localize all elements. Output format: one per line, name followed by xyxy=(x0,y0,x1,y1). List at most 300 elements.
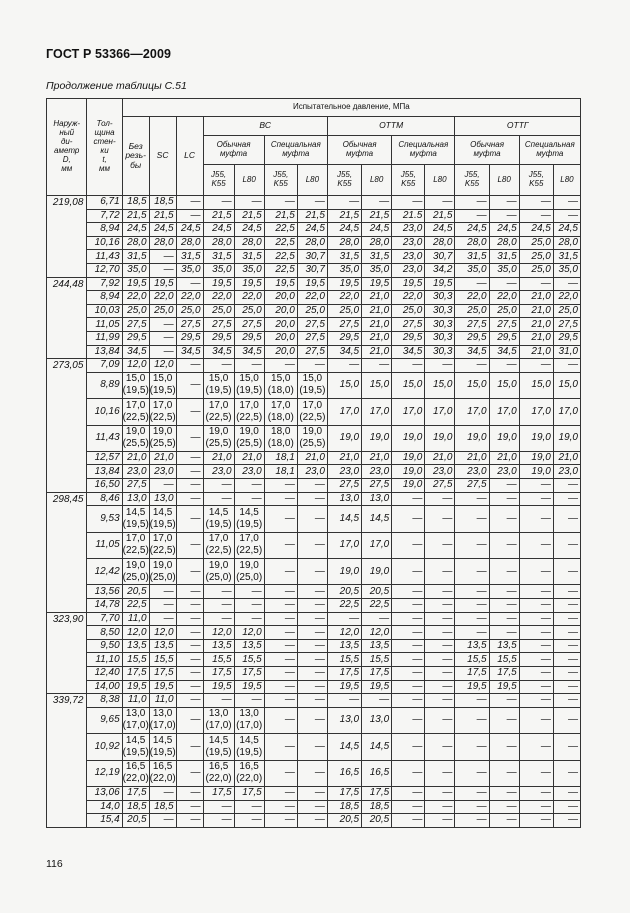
pressure-cell: — xyxy=(264,667,297,681)
pressure-cell: 18,5 xyxy=(149,196,176,210)
pressure-cell: — xyxy=(176,559,203,585)
pressure-cell: — xyxy=(455,277,489,291)
pressure-cell: 18,5 xyxy=(149,800,176,814)
pressure-cell: 17,5 xyxy=(122,667,149,681)
pressure-cell: 12,0 xyxy=(122,359,149,373)
pressure-cell: — xyxy=(489,209,519,223)
pressure-cell: 15,5 xyxy=(203,653,234,667)
pressure-cell: — xyxy=(297,653,327,667)
pressure-cell: 23,0 xyxy=(297,465,327,479)
pressure-cell: — xyxy=(392,786,425,800)
table-row xyxy=(47,786,581,800)
pressure-cell: — xyxy=(264,814,297,828)
table-row xyxy=(47,223,581,237)
pressure-table xyxy=(46,98,581,828)
pressure-cell: 17,0 (22,5) xyxy=(122,532,149,558)
pressure-cell: — xyxy=(489,506,519,532)
pressure-cell: 22,0 xyxy=(455,291,489,305)
pressure-cell: — xyxy=(149,479,176,493)
header-group-bc: ВС xyxy=(203,117,327,136)
pressure-cell: — xyxy=(264,532,297,558)
pressure-cell: 15,0 (19,5) xyxy=(234,372,264,398)
pressure-cell: — xyxy=(264,359,297,373)
table-row xyxy=(47,800,581,814)
pressure-cell: 27,5 xyxy=(234,318,264,332)
pressure-cell: 15,0 xyxy=(327,372,361,398)
pressure-cell: 19,0 xyxy=(392,479,425,493)
wall-thickness-cell: 8,89 xyxy=(87,372,122,398)
pressure-cell: 24,5 xyxy=(122,223,149,237)
pressure-cell: 13,5 xyxy=(122,639,149,653)
wall-thickness-cell: 6,71 xyxy=(87,196,122,210)
pressure-cell: 23,0 xyxy=(392,223,425,237)
pressure-cell: 17,0 xyxy=(392,399,425,425)
pressure-cell: 30,3 xyxy=(425,331,455,345)
pressure-cell: 12,0 xyxy=(362,626,392,640)
header-grade-l80: L80 xyxy=(425,165,455,196)
pressure-cell: — xyxy=(519,667,553,681)
pressure-cell: 23,0 xyxy=(392,263,425,277)
pressure-cell: 20,5 xyxy=(122,814,149,828)
pressure-cell: — xyxy=(264,707,297,733)
table-row xyxy=(47,250,581,264)
pressure-cell: 27,5 xyxy=(455,479,489,493)
pressure-cell: 17,5 xyxy=(203,786,234,800)
pressure-cell: — xyxy=(519,707,553,733)
pressure-cell: 15,0 xyxy=(553,372,580,398)
pressure-cell: 17,0 (22,5) xyxy=(234,399,264,425)
pressure-cell: 13,0 xyxy=(327,707,361,733)
pressure-cell: 21,5 xyxy=(327,209,361,223)
pressure-cell: — xyxy=(553,277,580,291)
pressure-cell: — xyxy=(203,612,234,626)
pressure-cell: — xyxy=(425,694,455,708)
pressure-cell: — xyxy=(519,612,553,626)
outer-diameter-cell: 244,48 xyxy=(47,277,87,359)
pressure-cell: — xyxy=(455,707,489,733)
pressure-cell: — xyxy=(297,599,327,613)
pressure-cell: — xyxy=(234,359,264,373)
pressure-cell: — xyxy=(553,559,580,585)
table-row xyxy=(47,680,581,694)
pressure-cell: — xyxy=(149,345,176,359)
pressure-cell: — xyxy=(392,734,425,760)
pressure-cell: — xyxy=(203,800,234,814)
table-row xyxy=(47,532,581,558)
pressure-cell: 25,0 xyxy=(203,304,234,318)
pressure-cell: 24,5 xyxy=(203,223,234,237)
pressure-cell: — xyxy=(425,492,455,506)
pressure-cell: 16,5 xyxy=(327,760,361,786)
wall-thickness-cell: 9,53 xyxy=(87,506,122,532)
pressure-cell: 23,0 xyxy=(362,465,392,479)
pressure-cell: 19,0 xyxy=(392,425,425,451)
pressure-cell: 17,0 xyxy=(489,399,519,425)
pressure-cell: — xyxy=(392,653,425,667)
table-row xyxy=(47,359,581,373)
pressure-cell: — xyxy=(234,800,264,814)
pressure-cell: — xyxy=(489,532,519,558)
pressure-cell: 15,0 xyxy=(489,372,519,398)
pressure-cell: 25,0 xyxy=(489,304,519,318)
pressure-cell: 25,0 xyxy=(455,304,489,318)
pressure-cell: 15,5 xyxy=(149,653,176,667)
pressure-cell: 21,0 xyxy=(203,451,234,465)
pressure-cell: 24,5 xyxy=(553,223,580,237)
pressure-cell: 16,5 (22,0) xyxy=(234,760,264,786)
pressure-cell: 25,0 xyxy=(122,304,149,318)
pressure-cell: 19,0 xyxy=(553,425,580,451)
pressure-cell: 22,5 xyxy=(264,250,297,264)
pressure-cell: — xyxy=(553,707,580,733)
pressure-cell: — xyxy=(553,786,580,800)
pressure-cell: 19,0 (25,5) xyxy=(122,425,149,451)
pressure-cell: — xyxy=(264,585,297,599)
pressure-cell: — xyxy=(489,277,519,291)
pressure-cell: — xyxy=(519,532,553,558)
pressure-cell: 16,5 (22,0) xyxy=(122,760,149,786)
pressure-cell: 23,0 xyxy=(455,465,489,479)
pressure-cell: 17,0 xyxy=(362,532,392,558)
pressure-cell: 34,5 xyxy=(122,345,149,359)
pressure-cell: — xyxy=(234,814,264,828)
pressure-cell: 28,0 xyxy=(122,236,149,250)
pressure-cell: 17,5 xyxy=(362,667,392,681)
pressure-cell: — xyxy=(392,506,425,532)
pressure-cell: 19,5 xyxy=(149,277,176,291)
pressure-cell: 25,0 xyxy=(519,250,553,264)
pressure-cell: 13,0 xyxy=(362,492,392,506)
pressure-cell: — xyxy=(392,814,425,828)
pressure-cell: — xyxy=(327,196,361,210)
pressure-cell: 34,5 xyxy=(327,345,361,359)
pressure-cell: 22,0 xyxy=(392,291,425,305)
pressure-cell: — xyxy=(392,626,425,640)
pressure-cell: 21,0 xyxy=(327,451,361,465)
pressure-cell: — xyxy=(327,359,361,373)
wall-thickness-cell: 9,50 xyxy=(87,639,122,653)
pressure-cell: 28,0 xyxy=(455,236,489,250)
pressure-cell: — xyxy=(553,359,580,373)
pressure-cell: 19,5 xyxy=(234,680,264,694)
pressure-cell: — xyxy=(176,506,203,532)
pressure-cell: — xyxy=(264,639,297,653)
pressure-cell: 11,0 xyxy=(122,694,149,708)
pressure-cell: — xyxy=(264,694,297,708)
header-grade-j55: J55, K55 xyxy=(455,165,489,196)
pressure-cell: 17,5 xyxy=(489,667,519,681)
pressure-cell: — xyxy=(392,800,425,814)
pressure-cell: — xyxy=(455,585,489,599)
wall-thickness-cell: 11,99 xyxy=(87,331,122,345)
pressure-cell: 21,0 xyxy=(362,451,392,465)
pressure-cell: — xyxy=(176,694,203,708)
pressure-cell: 34,5 xyxy=(234,345,264,359)
pressure-cell: 13,0 xyxy=(362,707,392,733)
pressure-cell: — xyxy=(425,814,455,828)
header-grade-j55: J55, K55 xyxy=(519,165,553,196)
pressure-cell: — xyxy=(489,814,519,828)
pressure-cell: 14,5 (19,5) xyxy=(234,506,264,532)
pressure-cell: 20,5 xyxy=(362,585,392,599)
outer-diameter-cell: 219,08 xyxy=(47,196,87,278)
pressure-cell: 15,5 xyxy=(489,653,519,667)
wall-thickness-cell: 13,56 xyxy=(87,585,122,599)
pressure-cell: 23,0 xyxy=(392,250,425,264)
pressure-cell: 28,0 xyxy=(149,236,176,250)
pressure-cell: — xyxy=(392,760,425,786)
pressure-cell: — xyxy=(176,585,203,599)
wall-thickness-cell: 12,42 xyxy=(87,559,122,585)
table-row xyxy=(47,277,581,291)
pressure-cell: 31,5 xyxy=(122,250,149,264)
pressure-cell: 19,0 xyxy=(327,559,361,585)
pressure-cell: 17,0 xyxy=(553,399,580,425)
pressure-cell: 19,0 (25,0) xyxy=(234,559,264,585)
pressure-cell: 17,0 (22,5) xyxy=(149,399,176,425)
pressure-cell: — xyxy=(519,209,553,223)
pressure-cell: — xyxy=(234,585,264,599)
pressure-cell: 25,0 xyxy=(553,304,580,318)
pressure-cell: 24,5 xyxy=(176,223,203,237)
table-caption: Продолжение таблицы С.51 xyxy=(46,80,187,92)
pressure-cell: — xyxy=(425,532,455,558)
pressure-cell: 29,5 xyxy=(489,331,519,345)
pressure-cell: — xyxy=(519,359,553,373)
pressure-cell: — xyxy=(519,492,553,506)
pressure-cell: 15,5 xyxy=(362,653,392,667)
pressure-cell: — xyxy=(489,359,519,373)
pressure-cell: 28,0 xyxy=(425,236,455,250)
pressure-cell: 19,0 (25,0) xyxy=(149,559,176,585)
pressure-cell: 12,0 xyxy=(149,626,176,640)
pressure-cell: — xyxy=(149,814,176,828)
pressure-cell: 23,0 xyxy=(234,465,264,479)
pressure-cell: 16,5 (22,0) xyxy=(203,760,234,786)
pressure-cell: 31,5 xyxy=(176,250,203,264)
pressure-cell: — xyxy=(392,612,425,626)
pressure-cell: 11,0 xyxy=(122,612,149,626)
pressure-cell: — xyxy=(519,694,553,708)
pressure-cell: 19,0 (25,5) xyxy=(297,425,327,451)
pressure-cell: 27,5 xyxy=(392,318,425,332)
pressure-cell: 21,0 xyxy=(519,345,553,359)
table-row xyxy=(47,639,581,653)
pressure-cell: 14,5 (19,5) xyxy=(203,506,234,532)
pressure-cell: 13,5 xyxy=(489,639,519,653)
pressure-cell: — xyxy=(392,532,425,558)
pressure-cell: — xyxy=(203,694,234,708)
pressure-cell: 22,0 xyxy=(176,291,203,305)
pressure-cell: 16,5 xyxy=(362,760,392,786)
pressure-cell: 14,5 (19,5) xyxy=(149,506,176,532)
pressure-cell: 17,5 xyxy=(234,667,264,681)
table-row xyxy=(47,626,581,640)
pressure-cell: 20,0 xyxy=(264,318,297,332)
pressure-cell: — xyxy=(553,209,580,223)
pressure-cell: — xyxy=(425,800,455,814)
pressure-cell: 35,0 xyxy=(553,263,580,277)
pressure-cell: — xyxy=(519,559,553,585)
pressure-cell: — xyxy=(392,196,425,210)
pressure-cell: 22,0 xyxy=(149,291,176,305)
pressure-cell: 23,0 xyxy=(203,465,234,479)
pressure-cell: 17,0 xyxy=(327,532,361,558)
pressure-cell: 17,0 (18,0) xyxy=(264,399,297,425)
pressure-cell: — xyxy=(489,734,519,760)
pressure-cell: — xyxy=(297,639,327,653)
pressure-cell: — xyxy=(176,465,203,479)
pressure-cell: — xyxy=(425,653,455,667)
pressure-cell: 23,0 xyxy=(392,236,425,250)
pressure-cell: 25,0 xyxy=(519,236,553,250)
pressure-cell: 35,0 xyxy=(489,263,519,277)
wall-thickness-cell: 11,10 xyxy=(87,653,122,667)
pressure-cell: — xyxy=(234,694,264,708)
pressure-cell: 29,5 xyxy=(122,331,149,345)
pressure-cell: — xyxy=(455,694,489,708)
pressure-cell: — xyxy=(425,559,455,585)
pressure-cell: 21,0 xyxy=(489,451,519,465)
pressure-cell: — xyxy=(519,277,553,291)
pressure-cell: 17,0 xyxy=(327,399,361,425)
pressure-cell: 19,5 xyxy=(234,277,264,291)
pressure-cell: — xyxy=(297,479,327,493)
wall-thickness-cell: 7,92 xyxy=(87,277,122,291)
pressure-cell: 19,0 (25,0) xyxy=(122,559,149,585)
pressure-cell: — xyxy=(362,694,392,708)
pressure-cell: — xyxy=(203,492,234,506)
pressure-cell: 20,5 xyxy=(327,585,361,599)
pressure-cell: — xyxy=(264,626,297,640)
pressure-cell: — xyxy=(553,599,580,613)
table-row xyxy=(47,236,581,250)
pressure-cell: 27,5 xyxy=(203,318,234,332)
pressure-cell: — xyxy=(149,318,176,332)
pressure-cell: 28,0 xyxy=(203,236,234,250)
pressure-cell: — xyxy=(392,492,425,506)
pressure-cell: — xyxy=(455,196,489,210)
pressure-cell: — xyxy=(149,612,176,626)
table-row xyxy=(47,653,581,667)
pressure-cell: — xyxy=(149,585,176,599)
header-group-ottm: ОТТМ xyxy=(327,117,455,136)
pressure-cell: 15,5 xyxy=(234,653,264,667)
pressure-cell: — xyxy=(519,734,553,760)
pressure-cell: — xyxy=(176,425,203,451)
pressure-cell: 20,0 xyxy=(264,291,297,305)
pressure-cell: 29,5 xyxy=(176,331,203,345)
pressure-cell: — xyxy=(553,800,580,814)
pressure-cell: 17,0 (22,5) xyxy=(297,399,327,425)
header-group-ottg: ОТТГ xyxy=(455,117,581,136)
pressure-cell: 13,5 xyxy=(203,639,234,653)
pressure-cell: — xyxy=(553,814,580,828)
pressure-cell: 15,5 xyxy=(455,653,489,667)
wall-thickness-cell: 8,38 xyxy=(87,694,122,708)
wall-thickness-cell: 12,70 xyxy=(87,263,122,277)
pressure-cell: — xyxy=(425,680,455,694)
table-row xyxy=(47,506,581,532)
pressure-cell: — xyxy=(176,786,203,800)
pressure-cell: 35,0 xyxy=(176,263,203,277)
table-row xyxy=(47,465,581,479)
pressure-cell: — xyxy=(297,612,327,626)
pressure-cell: 27,5 xyxy=(176,318,203,332)
pressure-cell: 18,5 xyxy=(122,800,149,814)
pressure-cell: — xyxy=(297,559,327,585)
pressure-cell: — xyxy=(203,479,234,493)
pressure-cell: 35,0 xyxy=(327,263,361,277)
pressure-cell: 17,0 (22,5) xyxy=(122,399,149,425)
pressure-cell: — xyxy=(362,196,392,210)
pressure-cell: 21,5 xyxy=(203,209,234,223)
pressure-cell: — xyxy=(489,800,519,814)
pressure-cell: 22,0 xyxy=(297,291,327,305)
pressure-cell: 22,0 xyxy=(553,291,580,305)
table-row xyxy=(47,599,581,613)
wall-thickness-cell: 13,84 xyxy=(87,345,122,359)
pressure-cell: — xyxy=(553,196,580,210)
pressure-cell: 29,5 xyxy=(392,331,425,345)
pressure-cell: 25,0 xyxy=(392,304,425,318)
pressure-cell: — xyxy=(553,694,580,708)
pressure-cell: — xyxy=(176,680,203,694)
pressure-cell: — xyxy=(392,559,425,585)
table-header xyxy=(47,99,581,196)
pressure-cell: 21,0 xyxy=(122,451,149,465)
pressure-cell: 21,5 xyxy=(297,209,327,223)
pressure-cell: 21,0 xyxy=(362,331,392,345)
pressure-cell: 30,7 xyxy=(425,250,455,264)
pressure-cell: 20,5 xyxy=(362,814,392,828)
header-sc: SC xyxy=(149,117,176,196)
wall-thickness-cell: 14,78 xyxy=(87,599,122,613)
pressure-cell: — xyxy=(392,694,425,708)
pressure-cell: 13,0 (17,0) xyxy=(234,707,264,733)
pressure-cell: 28,0 xyxy=(327,236,361,250)
pressure-cell: 35,0 xyxy=(203,263,234,277)
pressure-cell: — xyxy=(553,639,580,653)
pressure-cell: 25,0 xyxy=(176,304,203,318)
pressure-cell: — xyxy=(176,734,203,760)
pressure-cell: — xyxy=(264,479,297,493)
pressure-cell: — xyxy=(392,585,425,599)
pressure-cell: 17,0 (22,5) xyxy=(203,399,234,425)
pressure-cell: — xyxy=(519,506,553,532)
pressure-cell: 21,5 xyxy=(264,209,297,223)
pressure-cell: 15,5 xyxy=(122,653,149,667)
pressure-cell: 18,0 (18,0) xyxy=(264,425,297,451)
table-row xyxy=(47,734,581,760)
pressure-cell: 35,0 xyxy=(234,263,264,277)
pressure-cell: 34,2 xyxy=(425,263,455,277)
wall-thickness-cell: 15,4 xyxy=(87,814,122,828)
pressure-cell: 21,0 xyxy=(362,291,392,305)
pressure-cell: 21,0 xyxy=(455,451,489,465)
pressure-cell: 34,5 xyxy=(392,345,425,359)
pressure-cell: 22,5 xyxy=(264,223,297,237)
pressure-cell: — xyxy=(362,359,392,373)
table-row xyxy=(47,492,581,506)
pressure-cell: 21,0 xyxy=(362,304,392,318)
pressure-cell: — xyxy=(519,800,553,814)
outer-diameter-cell: 298,45 xyxy=(47,492,87,612)
pressure-cell: 13,5 xyxy=(149,639,176,653)
pressure-cell: 19,0 xyxy=(392,465,425,479)
pressure-cell: — xyxy=(392,599,425,613)
pressure-cell: — xyxy=(553,585,580,599)
